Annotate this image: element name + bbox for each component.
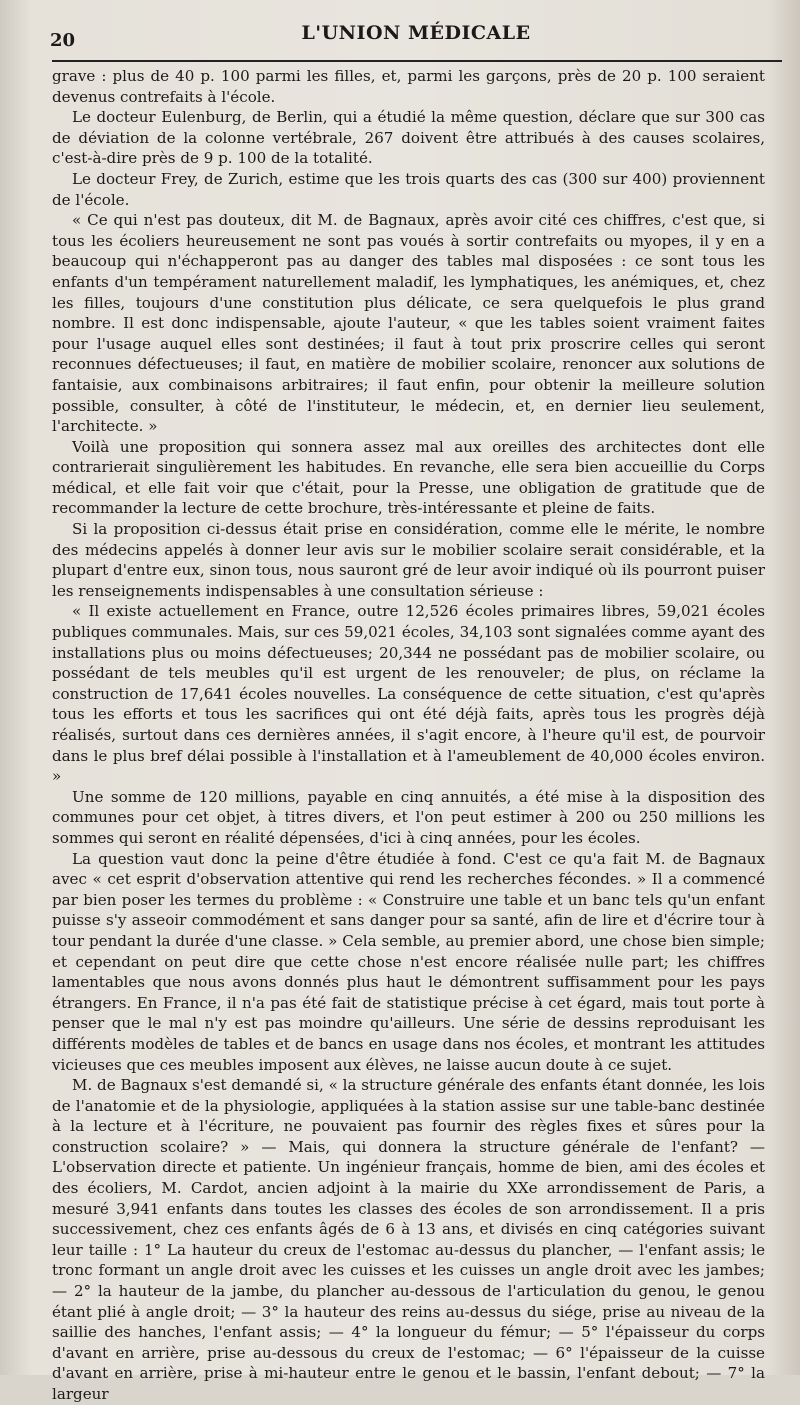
paragraph: M. de Bagnaux s'est demandé si, « la structure générale des enfants étant donnée, les lois de l'anatomie et de la physiologie, appliquées à la station assise sur une table-banc destinée à la lecture et à l'écriture, ne pouvaient pas fournir des règles fixes et sûres pour la construction scolaire? » — Mais, qui donnera la structure générale de l'enfant? — L'observation directe et patiente. Un ingénieur français, homme de bien, ami des écoles et des écoliers, M. Cardot, ancien adjoint à la mairie du XXe arrondissement de Paris, a mesuré 3,941 enfants dans toutes les classes des écoles de son arrondissement. Il a pris successivement, chez ces enfants âgés de 6 à 13 ans, et divisés en cinq catégories suivant leur taille : 1° La hauteur du creux de l'estomac au-dessus du plancher, — l'enfant assis; le tronc formant un angle droit avec les cuisses et les cuisses un angle droit avec les jambes; — 2° la hauteur de la jambe, du plancher au-dessous de l'articulation du genou, le genou étant plié à angle droit; — 3° la hauteur des reins au-dessus du siége, prise au niveau de la saillie des hanches, l'enfant assis; — 4° la longueur du fémur; — 5° l'épaisseur du corps d'avant en arrière, prise au-dessous du creux de l'estomac; — 6° l'épaisseur de la cuisse d'avant en arrière, prise à mi-hauteur entre le genou et le bassin, l'enfant debout; — 7° la largeur	[52, 1076, 765, 1403]
paragraph: « Ce qui n'est pas douteux, dit M. de Bagnaux, après avoir cité ces chiffres, c'est que, si tous les écoliers heureusement ne sont pas voués à sortir contrefaits ou myopes, il y en a beaucoup qui n'échapperont pas au danger des tables mal disposées : ce sont tous les enfants d'un tempérament naturellement maladif, les lymphatiques, les anémiques, et, chez les filles, toujours d'une constitution plus délicate, ce sera quelquefois le plus grand nombre. Il est donc indispensable, ajoute l'auteur, « que les tables soient vraiment faites pour l'usage auquel elles sont destinées; il faut à tout prix proscrire celles qui seront reconnues défectueuses; il faut, en matière de mobilier scolaire, renoncer aux solutions de fantaisie, aux combinaisons arbitraires; il faut enfin, pour obtenir la meilleure solution possible, consulter, à côté de l'instituteur, le médecin, et, en dernier lieu seulement, l'architecte. »	[52, 211, 765, 436]
paragraph: « Il existe actuellement en France, outre 12,526 écoles primaires libres, 59,021 écoles publiques communales. Mais, sur ces 59,021 écoles, 34,103 sont signalées comme ayant des installations plus ou moins défectueuses; 20,344 ne possédant pas de mobilier scolaire, ou possédant de tels meubles qu'il est urgent de les renouveler; de plus, on réclame la construction de 17,641 écoles nouvelles. La conséquence de cette situation, c'est qu'après tous les efforts et tous les sacrifices qui ont été déjà faits, après tous les progrès déjà réalisés, surtout dans ces dernières années, il s'agit encore, à l'heure qu'il est, de pourvoir dans le plus bref délai possible à l'installation et à l'ameublement de 40,000 écoles environ. »	[52, 602, 765, 786]
page-header	[50, 22, 782, 58]
paragraph: La question vaut donc la peine d'être étudiée à fond. C'est ce qu'a fait M. de Bagnaux avec « cet esprit d'observation attentive qui rend les recherches fécondes. » Il a commencé par bien poser les termes du problème : « Construire une table et un banc tels qu'un enfant puisse s'y asseoir commodément et sans danger pour sa santé, afin de lire et d'écrire tour à tour pendant la durée d'une classe. » Cela semble, au premier abord, une chose bien simple; et cependant on peut dire que cette chose n'est encore réalisée nulle part; les chiffres lamentables que nous avons donnés plus haut le démontrent suffisamment pour les pays étrangers. En France, il n'a pas été fait de statistique précise à cet égard, mais tout porte à penser que le mal n'y est pas moindre qu'ailleurs. Une série de dessins reproduisant les différents modèles de tables et de bancs en usage dans nos écoles, et montrant les attitudes vicieuses que ces meubles imposent aux élèves, ne laisse aucun doute à ce sujet.	[52, 849, 765, 1074]
header-rule	[52, 60, 782, 62]
page-number: 20	[50, 30, 76, 51]
paragraph: Le docteur Frey, de Zurich, estime que les trois quarts des cas (300 sur 400) proviennent de l'école.	[52, 169, 765, 209]
paragraph: Le docteur Eulenburg, de Berlin, qui a étudié la même question, déclare que sur 300 cas de déviation de la colonne vertébrale, 267 doivent être attribués à des causes scolaires, c'est-à-dire près de 9 p. 100 de la totalité.	[52, 108, 765, 168]
paragraph: Une somme de 120 millions, payable en cinq annuités, a été mise à la disposition des communes pour cet objet, à titres divers, et l'on peut estimer à 200 ou 250 millions les sommes qui seront en réalité dépensées, d'ici à cinq années, pour les écoles.	[52, 787, 765, 847]
body-text	[52, 66, 765, 1405]
paragraph: Si la proposition ci-dessus était prise en considération, comme elle le mérite, le nombre des médecins appelés à donner leur avis sur le mobilier scolaire serait considérable, et la plupart d'entre eux, sinon tous, nous sauront gré de leur avoir indiqué où ils pourront puiser les renseignements indispensables à une consultation sérieuse :	[52, 520, 765, 600]
paragraph: Voilà une proposition qui sonnera assez mal aux oreilles des architectes dont elle contrarierait singulièrement les habitudes. En revanche, elle sera bien accueillie du Corps médical, et elle fait voir que c'était, pour la Presse, une obligation de gratitude que de recommander la lecture de cette brochure, très-intéressante et pleine de faits.	[52, 437, 765, 518]
paragraph: grave : plus de 40 p. 100 parmi les filles, et, parmi les garçons, près de 20 p. 100 seraient devenus contrefaits à l'école.	[52, 67, 765, 106]
running-head: L'UNION MÉDICALE	[301, 22, 531, 44]
